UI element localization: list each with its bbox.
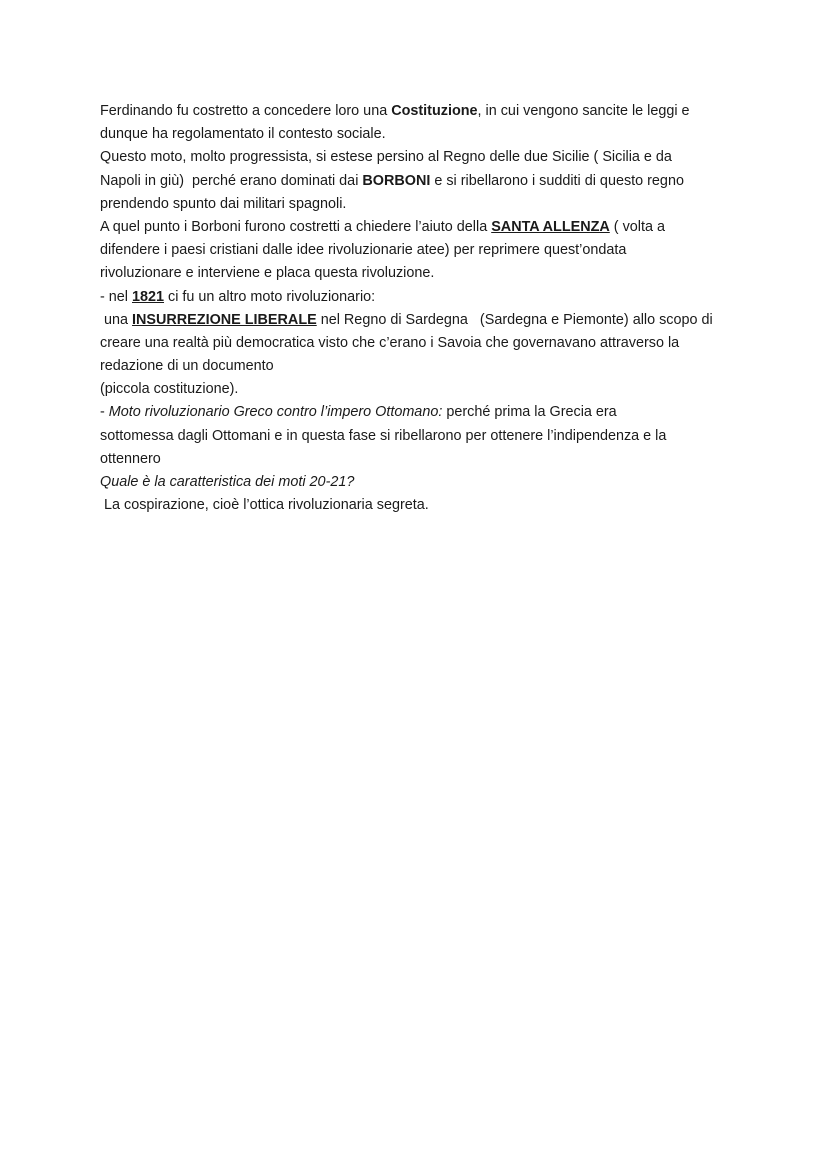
text-line xyxy=(100,401,730,424)
text-line xyxy=(100,123,730,146)
italic-text: Moto rivoluzionario Greco contro l’impero Ottomano: xyxy=(108,404,443,421)
text-segment: rivoluzionare e interviene e placa questa rivoluzione. xyxy=(100,265,435,282)
text-segment: ci fu un altro moto rivoluzionario: xyxy=(164,288,376,305)
text-segment: Ferdinando fu costretto a concedere loro una xyxy=(100,103,392,119)
text-line xyxy=(100,309,730,332)
text-line xyxy=(100,193,730,216)
text-line xyxy=(100,100,730,123)
text-segment: nel Regno di Sardegna (Sardegna e Piemonte) allo scopo di xyxy=(316,311,713,328)
text-segment: dunque ha regolamentato il contesto sociale. xyxy=(100,126,386,143)
text-segment: una xyxy=(100,311,133,328)
text-segment: - xyxy=(100,404,109,421)
text-segment: Napoli in giù) perché erano dominati dai xyxy=(100,172,363,189)
text-segment: perché prima la Grecia era xyxy=(442,404,617,421)
text-segment: A quel punto i Borboni furono costretti a chiedere l’aiuto della xyxy=(100,218,492,235)
text-segment: creare una realtà più democratica visto che c’erano i Savoia che governavano attraverso la xyxy=(100,334,680,351)
text-segment: difendere i paesi cristiani dalle idee rivoluzionarie atee) per reprimere quest’ondata xyxy=(100,242,627,259)
text-segment: La cospirazione, cioè l’ottica rivoluzionaria segreta. xyxy=(100,497,429,514)
text-line xyxy=(100,494,730,517)
text-line xyxy=(100,239,730,262)
text-segment: sottomessa dagli Ottomani e in questa fase si ribellarono per ottenere l’indipendenza e la xyxy=(100,427,667,444)
text-segment: e si ribellarono i sudditi di questo regno xyxy=(430,172,684,189)
bold-underlined-text: SANTA ALLENZA xyxy=(491,218,610,235)
text-segment: ottennero xyxy=(100,450,161,467)
text-line xyxy=(100,170,730,193)
text-segment: Questo moto, molto progressista, si estese persino al Regno delle due Sicilie ( Sicilia e da xyxy=(100,149,672,166)
text-line xyxy=(100,146,730,169)
text-segment: , in cui vengono sancite le leggi e xyxy=(477,103,690,119)
bold-underlined-text: INSURREZIONE LIBERALE xyxy=(132,311,317,328)
bold-text: BORBONI xyxy=(362,172,431,189)
text-segment: ( volta a xyxy=(609,218,665,235)
text-line xyxy=(100,425,730,448)
text-segment: prendendo spunto dai militari spagnoli. xyxy=(100,195,347,212)
document-body xyxy=(100,100,730,517)
text-line xyxy=(100,332,730,355)
text-line xyxy=(100,216,730,239)
text-segment: - nel xyxy=(100,288,132,305)
text-segment: redazione di un documento xyxy=(100,358,274,375)
text-line xyxy=(100,286,730,309)
text-line xyxy=(100,471,730,494)
text-line xyxy=(100,378,730,401)
bold-text: Costituzione xyxy=(391,103,478,119)
italic-text: Quale è la caratteristica dei moti 20-21? xyxy=(100,474,355,490)
text-line xyxy=(100,448,730,471)
text-line xyxy=(100,355,730,378)
text-segment: (piccola costituzione). xyxy=(100,381,239,398)
bold-underlined-text: 1821 xyxy=(132,288,165,305)
text-line xyxy=(100,262,730,285)
